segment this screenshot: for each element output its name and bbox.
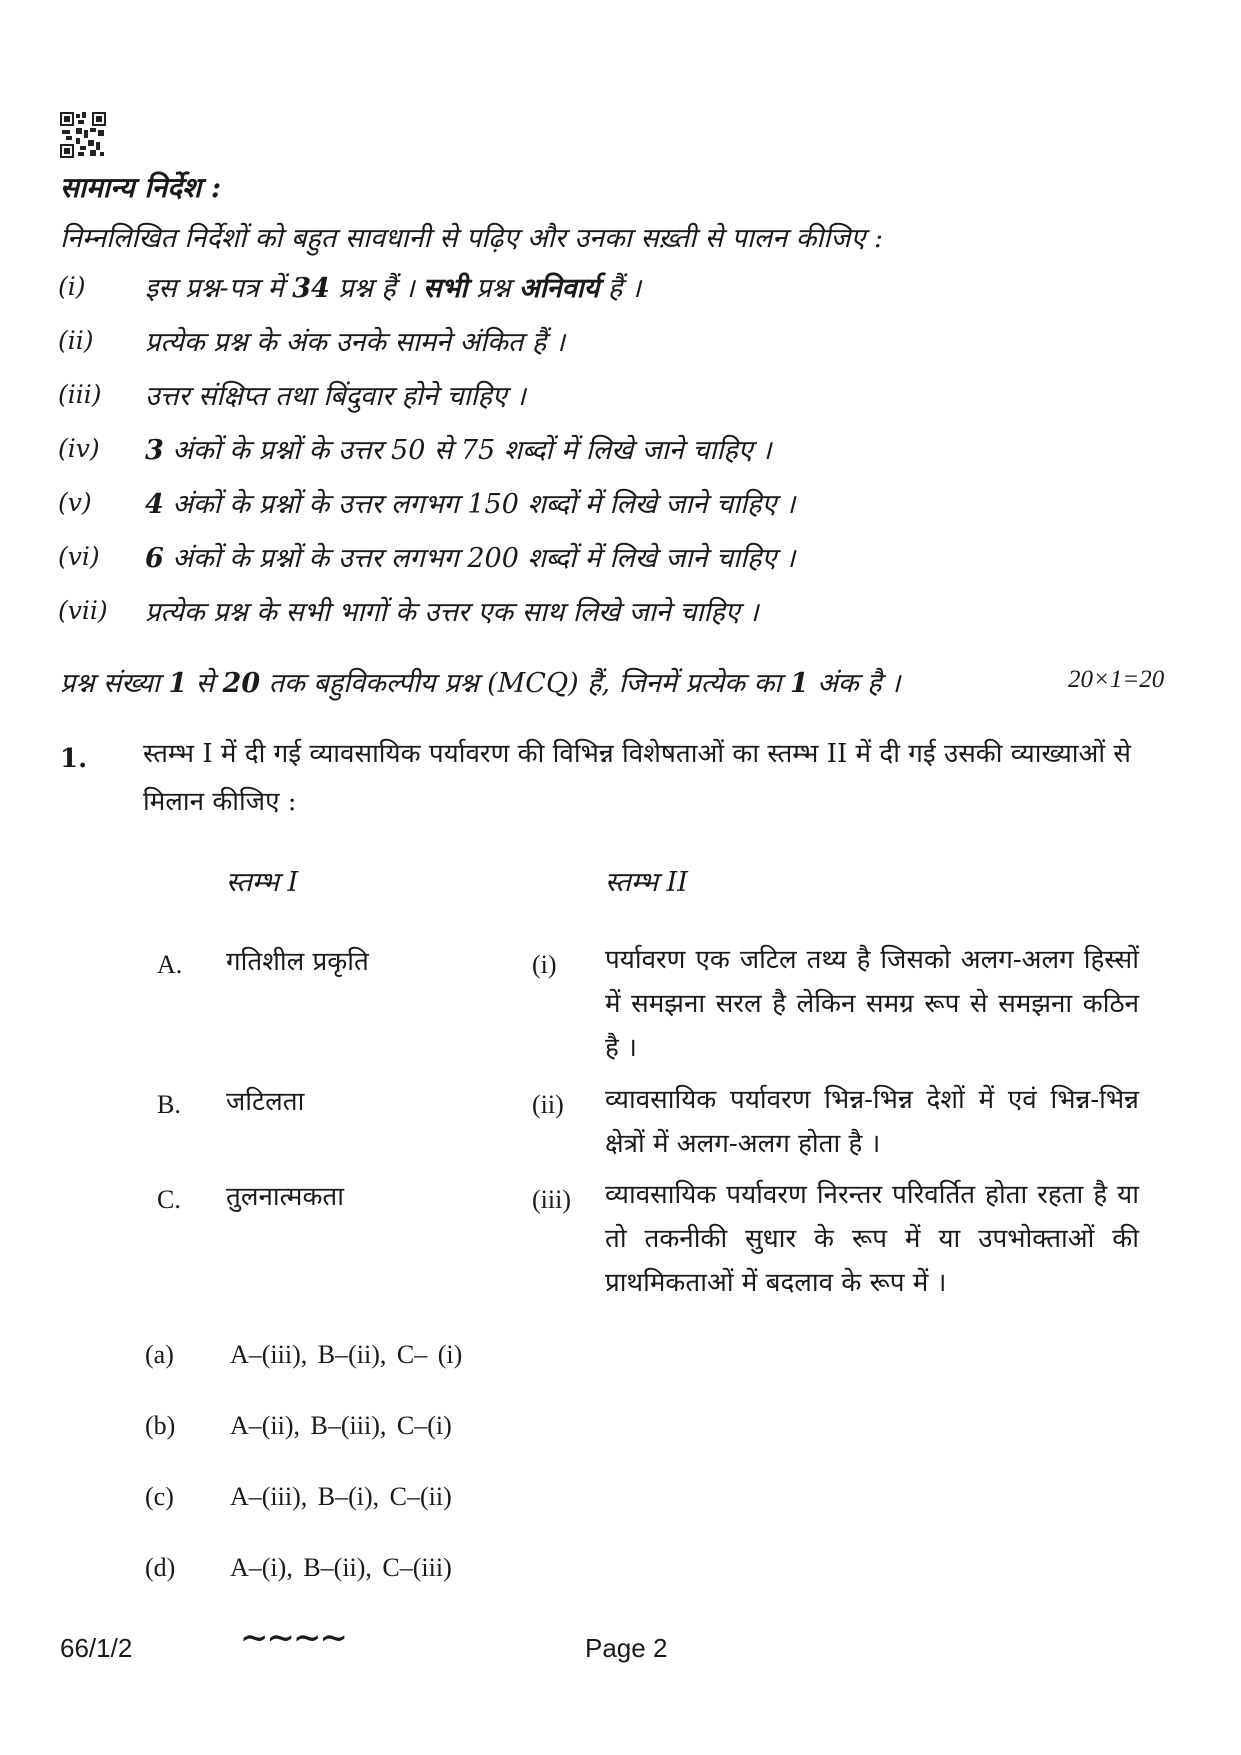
instructions-intro: निम्नलिखित निर्देशों को बहुत सावधानी से पढ़िए और उनका सख़्ती से पालन कीजिए : [60,223,884,254]
option-text: A–(iii), B–(ii), C– (i) [230,1340,463,1369]
instruction-number: (ii) [58,326,94,355]
instruction-text: प्रत्येक प्रश्न के अंक उनके सामने अंकित हैं । [145,327,566,358]
column-2-description: व्यावसायिक पर्यावरण भिन्न-भिन्न देशों में एवं भिन्न-भिन्न क्षेत्रों में अलग-अलग होता है । [605,1085,1139,1159]
column-1-term: गतिशील प्रकृति [226,947,369,977]
question-text: स्तम्भ I में दी गई व्यावसायिक पर्यावरण की विभिन्न विशेषताओं का स्तम्भ II में दी गई उसकी व्याख्याओं से मिलान कीजिए : [143,739,1131,817]
instruction-number: (vi) [58,542,100,571]
instruction-number: (iii) [58,380,102,409]
mcq-marks: 20×1=20 [1068,666,1165,693]
mcq-note: प्रश्न संख्या 1 से 20 तक बहुविकल्पीय प्रश्न (MCQ) हैं, जिनमें प्रत्येक का 1 अंक है । [60,668,901,699]
instruction-text: 6 अंकों के प्रश्नों के उत्तर लगभग 200 शब्दों में लिखे जाने चाहिए । [145,543,796,574]
option-text: A–(i), B–(ii), C–(iii) [230,1553,452,1582]
instruction-number: (iv) [58,434,100,463]
column-1-term: तुलनात्मकता [226,1182,344,1212]
option-label: (b) [145,1411,176,1440]
column-1-heading: स्तम्भ I [226,867,299,898]
instruction-number: (vii) [58,596,108,625]
instruction-number: (i) [58,272,86,301]
row-roman: (iii) [532,1185,571,1214]
option-text: A–(ii), B–(iii), C–(i) [230,1411,452,1440]
instruction-number: (v) [58,488,92,517]
row-roman: (ii) [532,1090,564,1119]
instruction-text: 4 अंकों के प्रश्नों के उत्तर लगभग 150 शब्दों में लिखे जाने चाहिए । [145,489,796,520]
instruction-text: प्रत्येक प्रश्न के सभी भागों के उत्तर एक साथ लिखे जाने चाहिए । [145,597,759,628]
row-letter: C. [157,1185,181,1214]
option-label: (c) [145,1482,174,1511]
column-1-term: जटिलता [226,1087,305,1117]
row-roman: (i) [532,950,557,979]
option-text: A–(iii), B–(i), C–(ii) [230,1482,452,1511]
row-letter: B. [157,1090,181,1119]
option-label: (a) [145,1340,174,1369]
paper-code: 66/1/2 [60,1633,133,1663]
column-2-description: व्यावसायिक पर्यावरण निरन्तर परिवर्तित होता रहता है या तो तकनीकी सुधार के रूप में या उपभोक्ताओं की प्राथमिकताओं में बदलाव के रूप में । [605,1180,1139,1298]
row-letter: A. [157,950,183,979]
qr-code [60,112,106,158]
option-label: (d) [145,1553,176,1582]
wave-divider-icon: ∼∼∼∼ [240,1618,346,1658]
question-number: 1. [60,744,88,774]
column-2-heading: स्तम्भ II [605,867,688,898]
instruction-text: 3 अंकों के प्रश्नों के उत्तर 50 से 75 शब्दों में लिखे जाने चाहिए । [145,435,772,466]
column-2-description: पर्यावरण एक जटिल तथ्य है जिसको अलग-अलग हिस्सों में समझना सरल है लेकिन समग्र रूप से समझना कठिन है । [605,945,1139,1063]
instruction-text: उत्तर संक्षिप्त तथा बिंदुवार होने चाहिए । [145,381,526,412]
page-number: Page 2 [585,1633,668,1663]
general-instructions-title: सामान्य निर्देश : [60,171,222,204]
instruction-text: इस प्रश्न-पत्र में 34 प्रश्न हैं । सभी प्रश्न अनिवार्य हैं । [145,273,642,304]
